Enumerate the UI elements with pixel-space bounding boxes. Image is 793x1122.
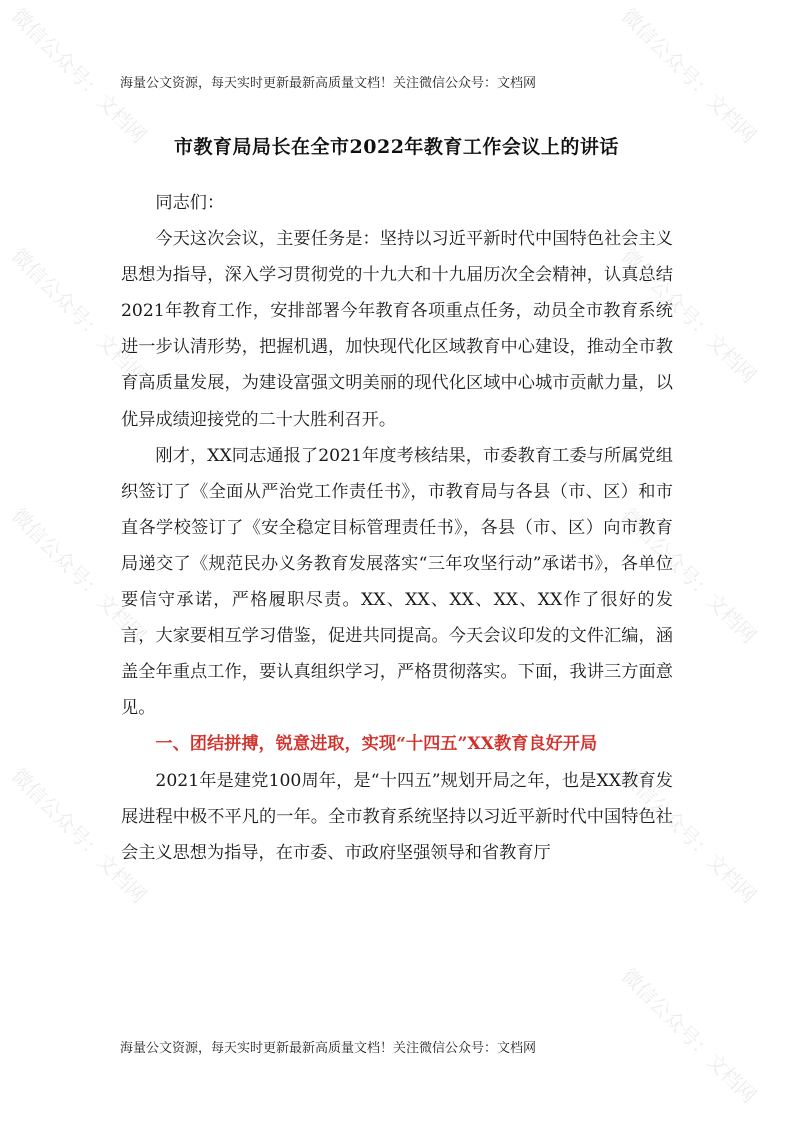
section-heading: 一、团结拼搏，锐意进取，实现“十四五”XX教育良好开局 [155,734,598,755]
watermark: 微信公众号：文档网 [616,763,762,908]
body-paragraph: 2021年是建党100周年，是“十四五”规划开局之年，也是XX教育发展进程中极不平凡的一年。全市教育系统坚持以习近平新时代中国特色社会主义思想为指导，在市委、市政府坚强领导和省教育厅 [121,770,673,863]
watermark: 微信公众号：文档网 [616,963,762,1108]
footer-note: 海量公文资源，每天实时更新最新高质量文档！关注微信公众号：文档网 [120,1041,537,1056]
watermark: 微信公众号：文档网 [616,503,762,648]
watermark: 微信公众号：文档网 [6,503,152,648]
watermark: 微信公众号：文档网 [616,3,762,148]
watermark: 微信公众号：文档网 [616,243,762,388]
header-note: 海量公文资源，每天实时更新最新高质量文档！关注微信公众号：文档网 [120,76,537,91]
body-paragraph: 刚才，XX同志通报了2021年度考核结果，市委教育工委与所属党组织签订了《全面从严治党工作责任书》，市教育局与各县（市、区）和市直各学校签订了《安全稳定目标管理责任书》，各县（市、区）向市教育局递交了《规范民办义务教育发展落实“三年攻坚行动”承诺书》，各单位要信守承诺，严格履职尽责。XX、XX、XX、XX、XX作了很好的发言，大家要相互学习借鉴，促进共同提高。今天会议印发的文件汇编，涵盖全年重点工作，要认真组织学习，严格贯彻落实。下面，我讲三方面意见。 [121,445,673,719]
document-title: 市教育局局长在全市2022年教育工作会议上的讲话 [174,136,619,158]
document-body [121,185,673,871]
watermark: 微信公众号：文档网 [6,763,152,908]
salutation: 同志们： [155,193,225,213]
watermark: 微信公众号：文档网 [6,3,152,148]
body-paragraph: 今天这次会议，主要任务是：坚持以习近平新时代中国特色社会主义思想为指导，深入学习贯彻党的十九大和十九届历次全会精神，认真总结2021年教育工作，安排部署今年教育各项重点任务，动员全市教育系统进一步认清形势，把握机遇，加快现代化区域教育中心建设，推动全市教育高质量发展，为建设富强文明美丽的现代化区域中心城市贡献力量，以优异成绩迎接党的二十大胜利召开。 [121,229,673,430]
watermark: 微信公众号：文档网 [6,243,152,388]
